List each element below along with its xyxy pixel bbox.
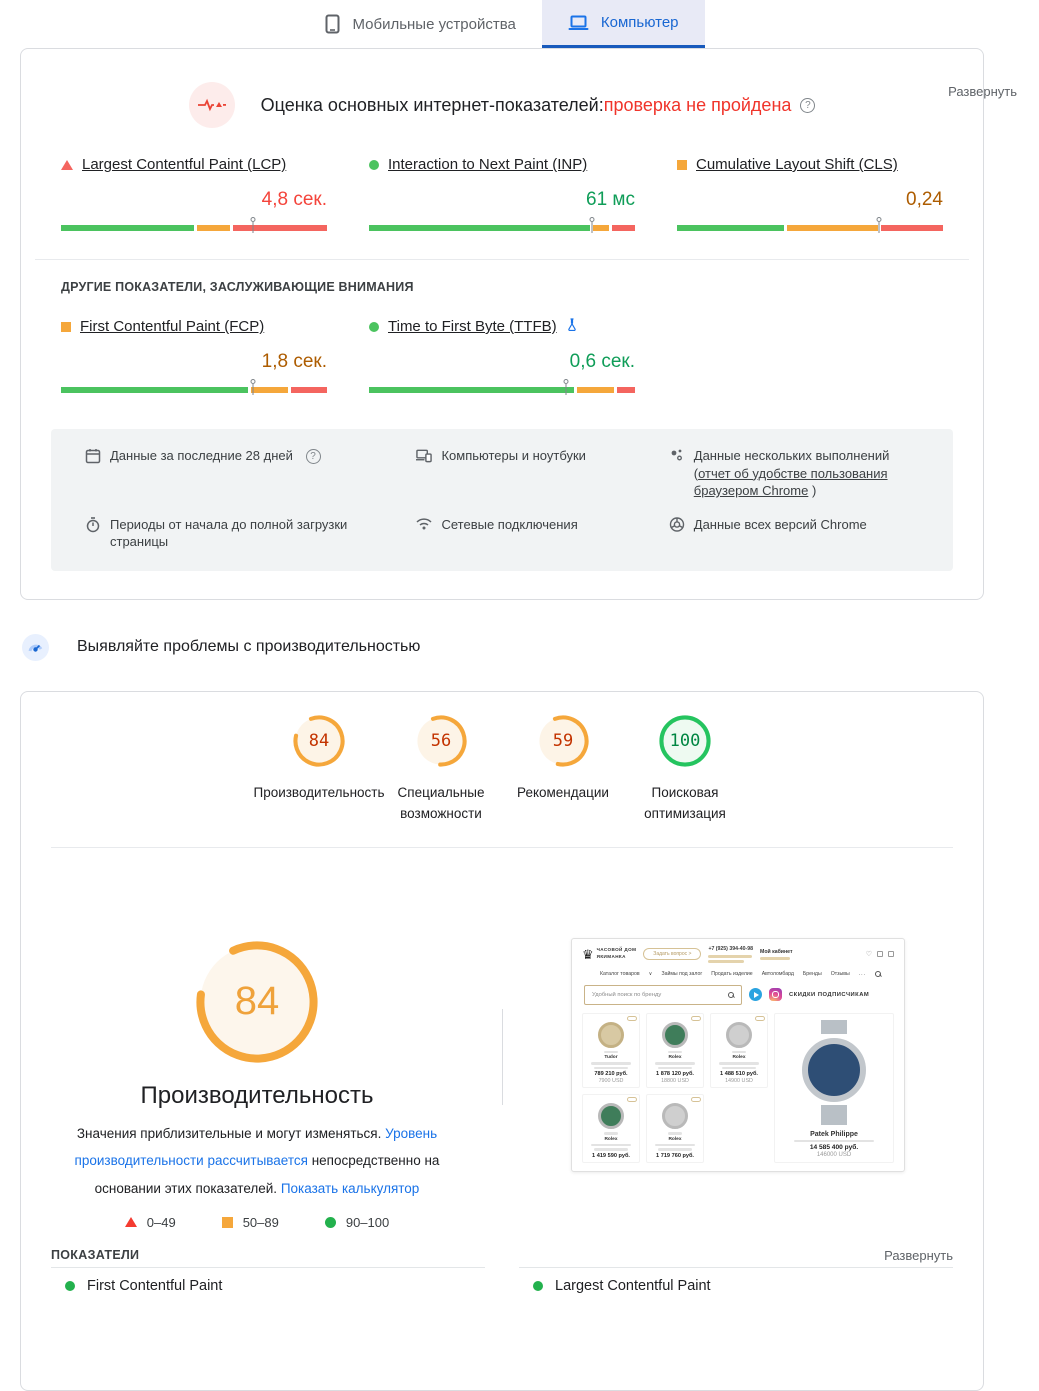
instagram-icon [769, 988, 782, 1001]
product-card: Rolex 1 878 120 руб. 18800 USD [646, 1013, 704, 1089]
product-card: Rolex 1 488 510 руб. 14900 USD [710, 1013, 768, 1089]
good-dot-icon [369, 322, 379, 332]
distribution-marker [590, 217, 595, 233]
performance-description: Значения приблизительные и могут изменяться. Уровень производительности рассчитывается непосредственно на основании этих показателей. Показать калькулятор [74, 1125, 440, 1196]
stopwatch-icon [85, 517, 101, 533]
scoring-link[interactable]: Уровень производительности рассчитывается [74, 1125, 438, 1169]
devices-icon [416, 448, 432, 463]
good-dot-icon [369, 160, 379, 170]
search-icon [875, 971, 881, 977]
site-header-icons [866, 950, 894, 958]
distribution-marker [563, 379, 568, 395]
crux-report-link[interactable]: отчет об удобстве пользования браузером Chrome [693, 465, 888, 499]
wifi-icon [416, 517, 432, 530]
metric-lcp-value: 4,8 сек. [261, 189, 327, 210]
product-card: Rolex 1 419 590 руб. [582, 1094, 640, 1163]
product-card: Rolex 1 719 760 руб. [646, 1094, 704, 1163]
metric-fcp-bar [61, 387, 327, 393]
metrics-section-heading: ПОКАЗАТЕЛИ [51, 1248, 140, 1263]
list-item-lcp: Largest Contentful Paint [519, 1278, 953, 1294]
metric-list-column [519, 1267, 953, 1294]
page-screenshot-thumbnail[interactable] [571, 938, 905, 1172]
score-performance[interactable]: 84 Производительность [258, 712, 380, 825]
metric-inp [369, 156, 635, 231]
compare-icon [877, 951, 883, 957]
device-tabbar [20, 0, 984, 48]
metric-cls [677, 156, 943, 231]
good-dot-icon [533, 1281, 543, 1291]
samples-dots-icon [669, 448, 685, 462]
score-seo[interactable]: 100 Поисковая оптимизация [624, 712, 746, 825]
insight-label: Выявляйте проблемы с производительностью [77, 638, 421, 656]
experimental-flask-icon [566, 318, 578, 335]
metric-fcp-value: 1,8 сек. [261, 351, 327, 372]
help-icon[interactable]: ? [800, 98, 815, 113]
distribution-marker [877, 217, 882, 233]
metric-cls-value: 0,24 [906, 189, 943, 210]
score-accessibility[interactable]: 56 Специальные возможности [380, 712, 502, 825]
core-web-vitals-card [20, 48, 1017, 600]
search-icon [728, 992, 734, 998]
metric-inp-link[interactable]: Interaction to Next Paint (INP) [388, 156, 588, 173]
score-legend: 0–49 50–89 90–100 [125, 1215, 389, 1230]
tab-desktop-label: Компьютер [600, 14, 679, 31]
metric-ttfb-value: 0,6 сек. [569, 351, 635, 372]
site-account: Мой кабинет [760, 949, 793, 960]
phone-icon [325, 14, 340, 34]
laptop-icon [568, 15, 589, 31]
metric-inp-value: 61 мс [586, 189, 635, 210]
footnote-chrome: Данные всех версий Chrome [669, 516, 929, 551]
metric-cls-bar [677, 225, 943, 231]
legend-average-square-icon [222, 1217, 233, 1228]
site-nav: Каталог товаров ∨ Займы под залог Продать изделие Автоломбард Бренды Отзывы ... [572, 967, 904, 982]
vitals-pulse-icon [189, 82, 235, 128]
eagle-crest-icon: ♛ [582, 946, 594, 962]
site-promo-label: СКИДКИ ПОДПИСЧИКАМ [789, 991, 870, 998]
footnote-runs: Данные нескольких выполнений (отчет об удобстве пользования браузером Chrome ) [669, 447, 929, 500]
lighthouse-card [20, 691, 984, 1391]
calendar-icon [85, 448, 101, 464]
cwv-title: Оценка основных интернет-показателей:проверка не пройдена ? [261, 95, 816, 116]
cwv-expand-link[interactable]: Развернуть [948, 84, 1017, 99]
metric-lcp-bar [61, 225, 327, 231]
cwv-footnotes [51, 429, 953, 571]
category-scores-row [21, 692, 983, 825]
footnote-period: Данные за последние 28 дней ? [85, 447, 390, 500]
metric-cls-link[interactable]: Cumulative Layout Shift (CLS) [696, 156, 898, 173]
metric-fcp [61, 318, 327, 393]
metric-ttfb-bar [369, 387, 635, 393]
ask-question-button: Задать вопрос > [643, 948, 701, 960]
distribution-marker [250, 379, 255, 395]
tab-mobile-label: Мобильные устройства [352, 15, 516, 33]
performance-insight-header [22, 634, 1039, 661]
speedometer-icon [22, 634, 49, 661]
good-dot-icon [65, 1281, 75, 1291]
chrome-icon [669, 517, 685, 532]
metric-fcp-link[interactable]: First Contentful Paint (FCP) [80, 318, 265, 335]
other-metrics-heading: ДРУГИЕ ПОКАЗАТЕЛИ, ЗАСЛУЖИВАЮЩИЕ ВНИМАНИЯ [61, 280, 414, 294]
footnote-load: Периоды от начала до полной загрузки страницы [85, 516, 390, 551]
metrics-expand-link[interactable]: Развернуть [884, 1247, 953, 1263]
grid-icon [584, 971, 591, 978]
footnote-devices: Компьютеры и ноутбуки [416, 447, 642, 500]
metric-inp-bar [369, 225, 635, 231]
legend-good-dot-icon [325, 1217, 336, 1228]
help-icon[interactable]: ? [306, 449, 321, 464]
site-logo: ♛ ЧАСОВОЙ ДОМ ЯКИМАНКА [582, 946, 637, 962]
list-item-fcp: First Contentful Paint [51, 1278, 485, 1294]
metric-lcp [61, 156, 327, 231]
divider [51, 847, 953, 848]
average-square-icon [677, 160, 687, 170]
cart-icon [888, 951, 894, 957]
legend-poor-triangle-icon [125, 1217, 137, 1227]
metric-list-column [51, 1267, 485, 1294]
footnote-network: Сетевые подключения [416, 516, 642, 551]
site-phone: +7 (925) 394-40-98 [708, 946, 753, 963]
metric-ttfb-link[interactable]: Time to First Byte (TTFB) [388, 318, 557, 335]
heart-icon: ♡ [865, 951, 872, 959]
product-card: Tudor 789 210 руб. 7900 USD [582, 1013, 640, 1089]
site-search-input: Удобный поиск по бренду [584, 985, 742, 1005]
vertical-divider [502, 1009, 503, 1105]
telegram-icon [749, 988, 762, 1001]
distribution-marker [250, 217, 255, 233]
tab-mobile[interactable] [299, 0, 541, 48]
poor-triangle-icon [61, 160, 73, 170]
tab-desktop[interactable] [542, 0, 705, 48]
metric-ttfb [369, 318, 635, 393]
calculator-link[interactable]: Показать калькулятор [280, 1180, 420, 1196]
metric-lcp-link[interactable]: Largest Contentful Paint (LCP) [82, 156, 287, 173]
site-products-grid [572, 1008, 904, 1168]
performance-score-value: 84 [234, 979, 280, 1024]
score-best-practices[interactable]: 59 Рекомендации [502, 712, 624, 825]
cwv-verdict: проверка не пройдена [603, 94, 792, 115]
product-card-featured: Patek Philippe 14 585 400 руб. 146000 USD [774, 1013, 894, 1163]
performance-gauge [191, 936, 323, 1068]
average-square-icon [61, 322, 71, 332]
performance-title: Производительность [140, 1081, 374, 1109]
